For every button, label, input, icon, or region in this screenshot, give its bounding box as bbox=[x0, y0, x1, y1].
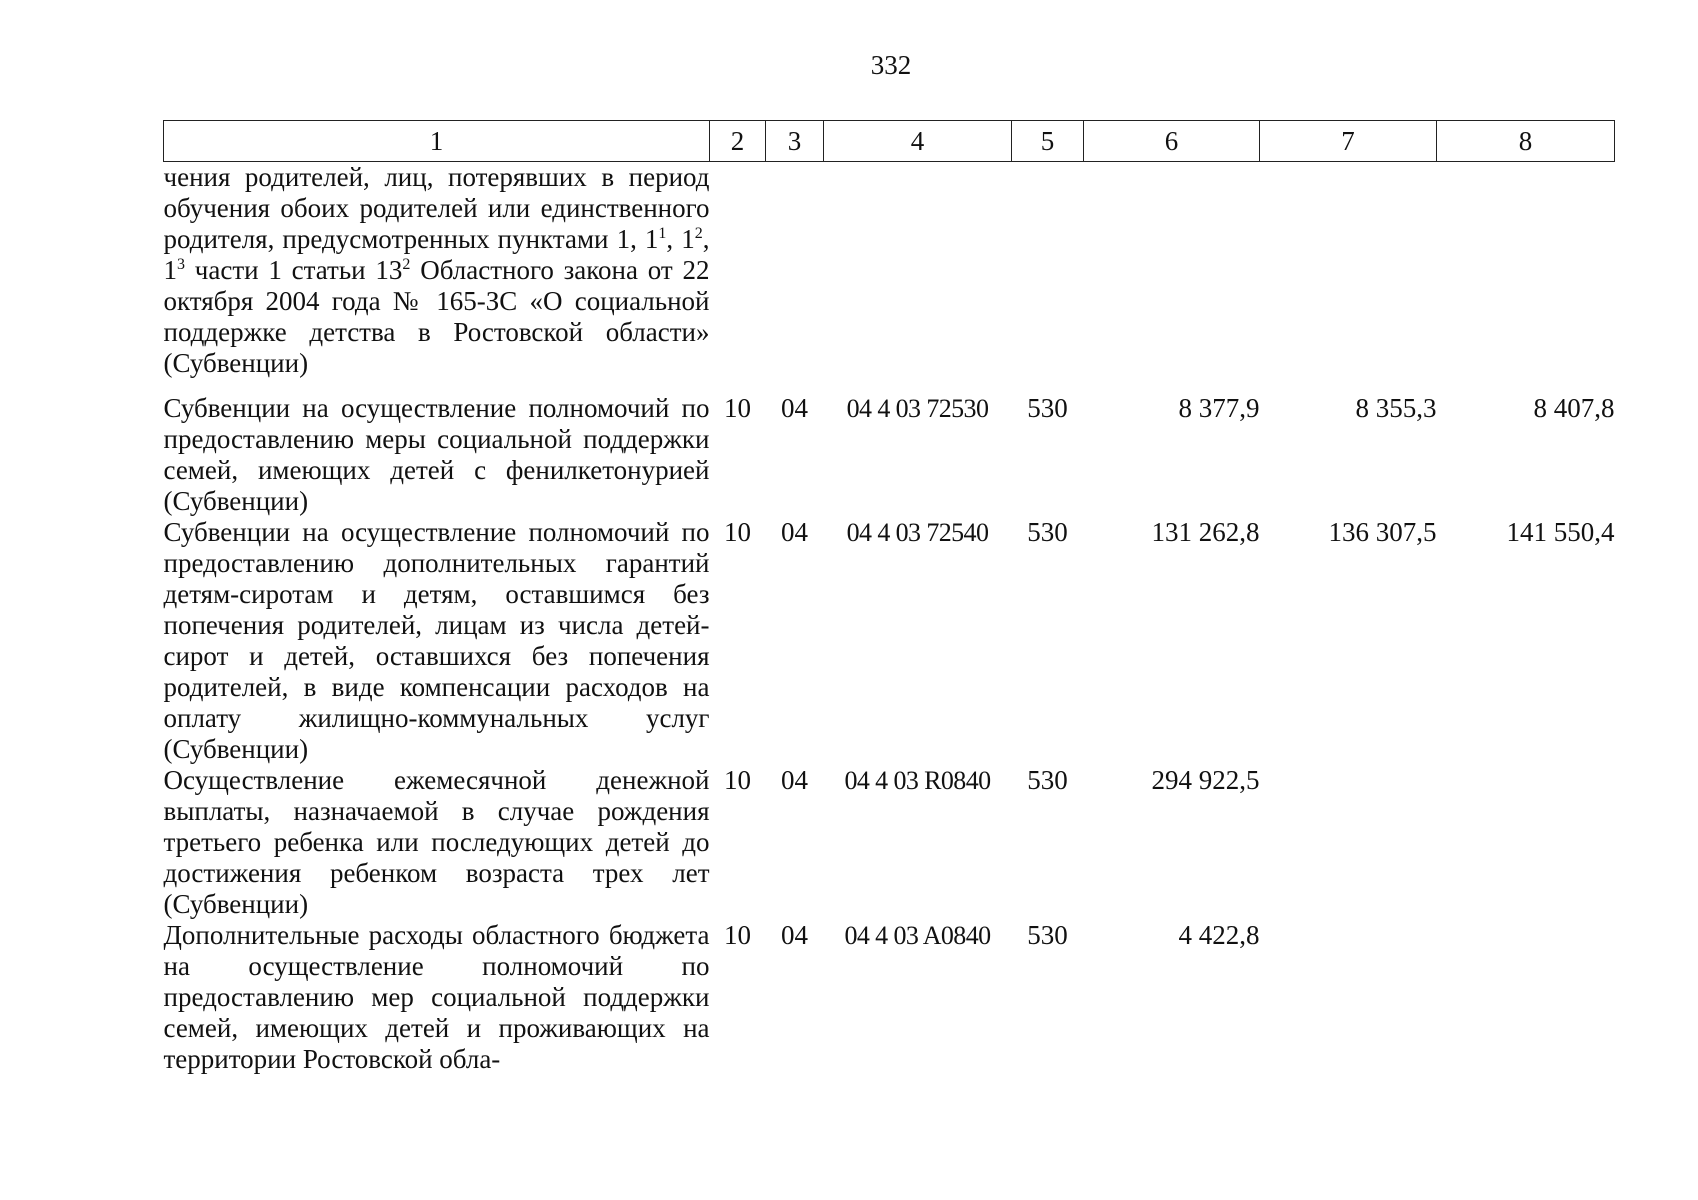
page-number: 332 bbox=[870, 50, 912, 80]
subsection-code: 04 bbox=[781, 393, 808, 423]
section-code: 10 bbox=[724, 517, 751, 547]
subsection-code: 04 bbox=[781, 920, 808, 950]
column-header: 1 bbox=[164, 121, 710, 162]
row-description: Субвенции на осуществление полномочий по предоставлению дополнительных гарантий детям-сиротам и детям, оставшимся без попечения родителей, лицам из числа детей-сирот и детей, оставшихся без попечения родителей, в виде компенсации расходов на оплату жилищно-коммунальных услуг (Субвенции) bbox=[163, 517, 710, 764]
section-code bbox=[710, 162, 766, 394]
table-row bbox=[164, 162, 1615, 394]
expense-type-code: 530 bbox=[1027, 765, 1068, 795]
section-code: 10 bbox=[724, 393, 751, 423]
amount-col-8: 8 407,8 bbox=[1533, 393, 1615, 423]
section-code: 10 bbox=[724, 765, 751, 795]
target-article-code bbox=[824, 162, 1012, 394]
subsection-code bbox=[766, 162, 824, 394]
target-article-code: 04 4 03 72530 bbox=[846, 394, 989, 423]
budget-table bbox=[163, 120, 1615, 1075]
subsection-code: 04 bbox=[781, 517, 808, 547]
amount-col-7: 136 307,5 bbox=[1328, 517, 1437, 547]
table-row bbox=[164, 765, 1615, 920]
header-row bbox=[164, 121, 1615, 162]
row-description: чения родителей, лиц, потерявших в период обучения обоих родителей или единственного родителя, предусмотренных пунктами 1, $1^1$, $1^2$, $1^3$ части 1 статьи $13^2$ Областного закона от 22 октября 2004 года № 165-ЗС «О социальной поддержке детства в Ростовской области» (Субвенции) bbox=[163, 162, 710, 378]
column-header: 7 bbox=[1260, 121, 1437, 162]
expense-type-code: 530 bbox=[1027, 920, 1068, 950]
amount-col-6 bbox=[1084, 162, 1260, 394]
amount-col-8: 141 550,4 bbox=[1506, 517, 1615, 547]
amount-col-6: 4 422,8 bbox=[1178, 920, 1260, 950]
expense-type-code bbox=[1012, 162, 1084, 394]
section-code: 10 bbox=[724, 920, 751, 950]
expense-type-code: 530 bbox=[1027, 393, 1068, 423]
column-header: 3 bbox=[766, 121, 824, 162]
amount-col-8 bbox=[1437, 920, 1615, 1075]
amount-col-7 bbox=[1260, 920, 1437, 1075]
column-header: 5 bbox=[1012, 121, 1084, 162]
amount-col-6: 8 377,9 bbox=[1178, 393, 1260, 423]
amount-col-7: 8 355,3 bbox=[1355, 393, 1437, 423]
row-description: Дополнительные расходы областного бюджета на осуществление полномочий по предоставлению мер социальной поддержки семей, имеющих детей и проживающих на территории Ростовской обла- bbox=[163, 920, 710, 1074]
amount-col-6: 131 262,8 bbox=[1151, 517, 1260, 547]
amount-col-6: 294 922,5 bbox=[1151, 765, 1260, 795]
column-header: 4 bbox=[824, 121, 1012, 162]
target-article-code: 04 4 03 A0840 bbox=[844, 921, 991, 950]
amount-col-7 bbox=[1260, 765, 1437, 920]
amount-col-7 bbox=[1260, 162, 1437, 394]
table-row bbox=[164, 920, 1615, 1075]
column-header: 8 bbox=[1437, 121, 1615, 162]
column-header: 6 bbox=[1084, 121, 1260, 162]
table-row bbox=[164, 517, 1615, 765]
amount-col-8 bbox=[1437, 765, 1615, 920]
row-description: Осуществление ежемесячной денежной выплаты, назначаемой в случае рождения третьего ребенка или последующих детей до достижения ребенком возраста трех лет (Субвенции) bbox=[163, 765, 710, 919]
subsection-code: 04 bbox=[781, 765, 808, 795]
target-article-code: 04 4 03 72540 bbox=[846, 518, 989, 547]
row-description: Субвенции на осуществление полномочий по предоставлению меры социальной поддержки семей, имеющих детей с фенилкетонурией (Субвенции) bbox=[163, 393, 710, 516]
target-article-code: 04 4 03 R0840 bbox=[844, 766, 991, 795]
column-header: 2 bbox=[710, 121, 766, 162]
expense-type-code: 530 bbox=[1027, 517, 1068, 547]
amount-col-8 bbox=[1437, 162, 1615, 394]
table-row bbox=[164, 393, 1615, 517]
